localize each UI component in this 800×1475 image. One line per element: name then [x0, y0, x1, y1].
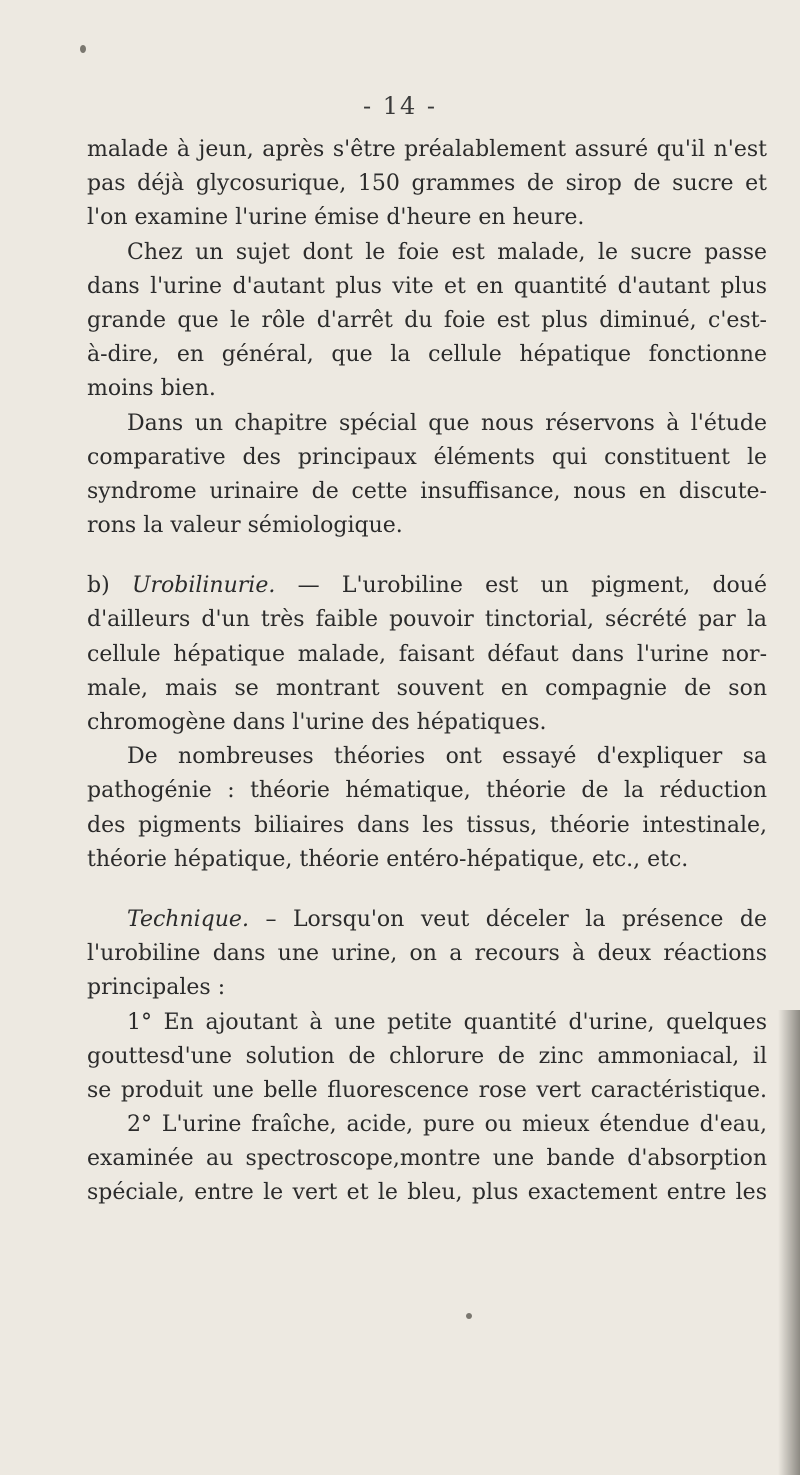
page-edge-shadow: [778, 1010, 800, 1475]
paragraph-urobilinurie: [87, 569, 767, 740]
text-line: Chez un sujet dont le foie est malade, le sucre passe: [127, 239, 767, 265]
text-line: d'ailleurs d'un très faible pouvoir tinctorial, sécrété par la: [87, 607, 767, 633]
paragraph-reaction-2: [87, 1108, 767, 1211]
text-line: De nombreuses théories ont essayé d'expliquer sa: [127, 744, 767, 770]
paragraph-reaction-1: [87, 1006, 767, 1109]
paragraph-2: [87, 236, 767, 407]
text-line: gouttesd'une solution de chlorure de zinc ammoniacal, il: [87, 1043, 767, 1069]
section-heading: Urobilinurie.: [131, 573, 276, 599]
text-line: examinée au spectroscope,montre une bande d'absorption: [87, 1146, 767, 1172]
text-line: spéciale, entre le vert et le bleu, plus exactement entre les: [87, 1180, 767, 1206]
heading-line-rest: — L'urobiline est un pigment, doué: [275, 573, 767, 599]
text-line: 2° L'urine fraîche, acide, pure ou mieux étendue d'eau,: [127, 1112, 767, 1138]
text-line: pas déjà glycosurique, 150 grammes de sirop de sucre et: [87, 171, 767, 197]
text-line: l'on examine l'urine émise d'heure en heure.: [87, 205, 585, 231]
section-heading: Technique.: [127, 906, 249, 932]
text-line: [87, 569, 767, 603]
text-line: se produit une belle fluorescence rose vert caractéristique.: [87, 1077, 767, 1103]
paragraph-theories: [87, 740, 767, 877]
text-line: principales :: [87, 975, 226, 1001]
text-line: malade à jeun, après s'être préalablement assuré qu'il n'est: [87, 137, 767, 162]
text-line: male, mais se montrant souvent en compagnie de son: [87, 675, 767, 701]
print-speck: [466, 1313, 472, 1319]
text-line: théorie hépatique, théorie entéro-hépatique, etc., etc.: [87, 846, 689, 872]
heading-line-rest: – Lorsqu'on veut déceler la présence de: [248, 906, 767, 932]
text-line: pathogénie : théorie hématique, théorie de la réduction: [87, 778, 767, 804]
paragraph-1: [87, 133, 767, 236]
body-text: [87, 133, 767, 1211]
paragraph-3: [87, 407, 767, 544]
text-line: à-dire, en général, que la cellule hépatique fonctionne: [87, 342, 767, 368]
page-number: - 14 -: [362, 92, 437, 120]
text-line: comparative des principaux éléments qui constituent le: [87, 444, 767, 470]
text-line: dans l'urine d'autant plus vite et en quantité d'autant plus: [87, 273, 767, 299]
text-line: Dans un chapitre spécial que nous réservons à l'étude: [127, 410, 767, 436]
text-line: des pigments biliaires dans les tissus, théorie intestinale,: [87, 812, 767, 838]
paragraph-technique: [87, 903, 767, 1006]
text-line: grande que le rôle d'arrêt du foie est plus diminué, c'est-: [87, 307, 767, 333]
text-line: cellule hépatique malade, faisant défaut dans l'urine nor-: [87, 641, 767, 667]
text-line: chromogène dans l'urine des hépatiques.: [87, 710, 547, 735]
text-line: moins bien.: [87, 376, 216, 402]
text-line: [87, 903, 767, 937]
text-line: syndrome urinaire de cette insuffisance, nous en discute-: [87, 478, 767, 504]
section-label: b): [87, 573, 132, 599]
print-speck: [80, 45, 86, 53]
text-line: rons la valeur sémiologique.: [87, 513, 403, 539]
text-line: l'urobiline dans une urine, on a recours à deux réactions: [87, 941, 767, 967]
text-line: 1° En ajoutant à une petite quantité d'urine, quelques: [127, 1009, 767, 1035]
